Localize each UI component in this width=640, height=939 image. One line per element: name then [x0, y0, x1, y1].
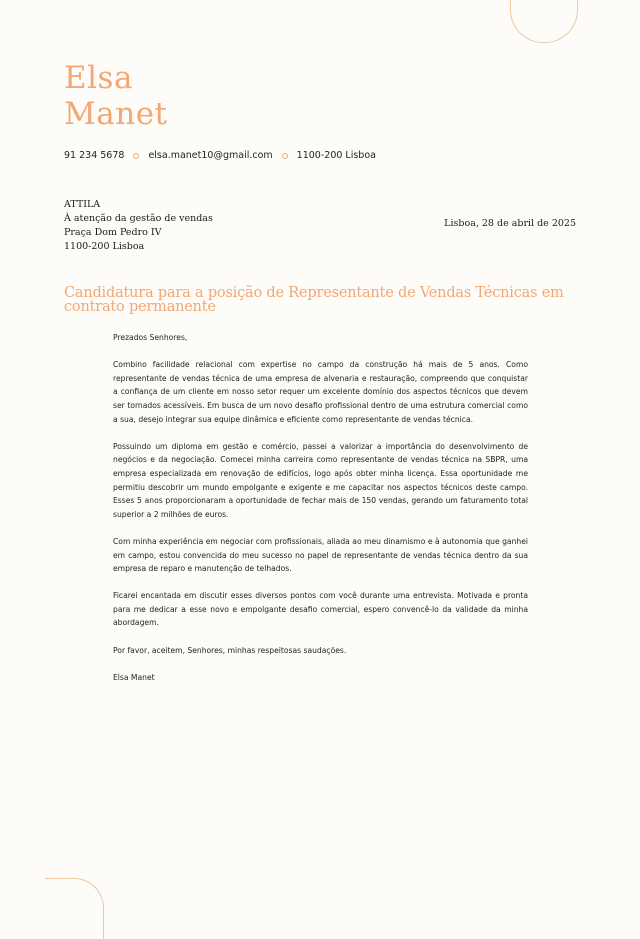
letter-subject: Candidatura para a posição de Representante de Vendas Técnicas em contrato permanente — [64, 285, 564, 315]
letter-date: Lisboa, 28 de abril de 2025 — [444, 218, 576, 229]
decorative-arch-top — [510, 0, 578, 43]
recipient-company: ATTILA — [64, 199, 101, 210]
greeting: Prezados Senhores, — [113, 333, 188, 342]
paragraph: Ficarei encantada em discutir esses diversos pontos com você durante uma entrevista. Motivada e pronta para me dedicar a esse novo e empolgante desafio comercial, espero convencê-lo da validade da minha abordagem. — [113, 591, 528, 628]
paragraph: Possuindo um diploma em gestão e comércio, passei a valorizar a importância do desenvolvimento de negócios e da negociação. Comecei minha carreira como representante de vendas técnica na SBPR, uma empresa especializada em renovação de edifícios, logo após obter minha licença. Essa oportunidade me permitiu descobrir um mundo empolgante e exigente e me capacitar nos aspectos técnicos deste campo. Esses 5 anos proporcionaram a oportunidade de fechar mais de 150 vendas, gerando um faturamento total superior a 2 milhões de euros. — [113, 441, 528, 519]
last-name: Manet — [64, 96, 168, 132]
recipient-attention: À atenção da gestão de vendas — [64, 213, 213, 224]
decorative-arch-bottom — [45, 878, 104, 939]
closing: Por favor, aceitem, Senhores, minhas respeitosas saudações. — [113, 645, 347, 655]
separator-dot-icon — [133, 153, 139, 159]
paragraph: Combino facilidade relacional com expertise no campo da construção há mais de 5 anos. Como representante de vendas técnica de uma empresa de alvenaria e restauração, compreendo que conquistar a confiança de um cliente em nosso setor requer um excelente domínio dos aspectos técnicos que devem ser tornados acessíveis. Em busca de um novo desafio profissional dentro de uma estrutura comercial como a sua, desejo integrar sua equipe dinâmica e eficiente como representante de vendas técnica. — [113, 360, 528, 424]
email-address: elsa.manet10@gmail.com — [148, 150, 273, 161]
recipient-city: 1100-200 Lisboa — [64, 241, 145, 252]
location: 1100-200 Lisboa — [296, 150, 376, 161]
contact-line — [64, 150, 376, 161]
separator-dot-icon — [282, 153, 288, 159]
first-name: Elsa — [64, 60, 133, 96]
recipient-street: Praça Dom Pedro IV — [64, 227, 162, 238]
recipient-address — [64, 198, 213, 254]
signature: Elsa Manet — [113, 672, 155, 682]
applicant-name — [64, 60, 168, 132]
letter-body — [113, 331, 528, 684]
paragraph: Com minha experiência em negociar com profissionais, aliada ao meu dinamismo e à autonomia que ganhei em campo, estou convencida do meu sucesso no papel de representante de vendas técnica dentro da sua empresa de reparo e manutenção de telhados. — [113, 536, 528, 574]
phone-number: 91 234 5678 — [64, 150, 125, 161]
